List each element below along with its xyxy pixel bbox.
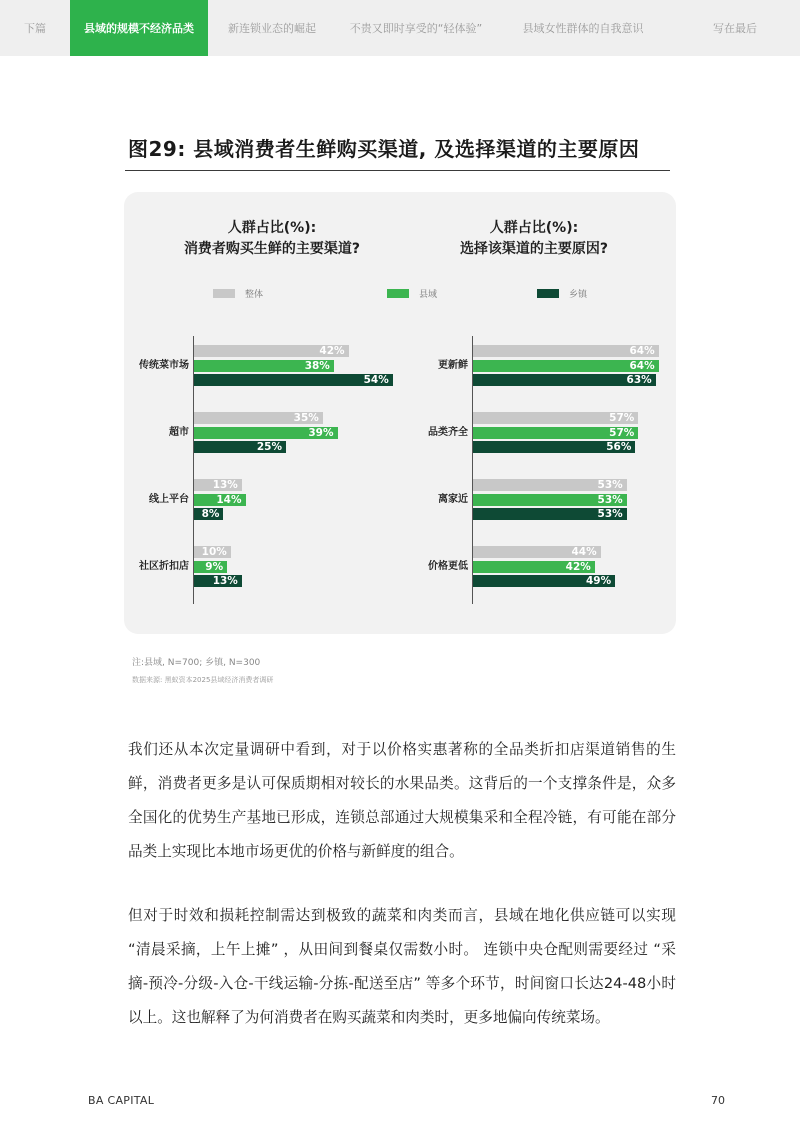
left-bar [194, 546, 231, 558]
left-category-label: 超市 [169, 426, 189, 438]
figure-title: 图29: 县域消费者生鲜购买渠道, 及选择渠道的主要原因 [128, 137, 640, 161]
tab-afterword[interactable]: 写在最后 [713, 22, 757, 35]
left-bar-value-label: 25% [256, 441, 282, 453]
left-panel-title [152, 218, 392, 260]
right-bar-value-label: 63% [626, 374, 652, 386]
right-bar-value-label: 49% [585, 575, 612, 587]
right-category-label: 更新鲜 [438, 359, 468, 371]
left-bar-value-label: 13% [212, 479, 238, 491]
sample-note: 注:县域, N=700; 乡镇, N=300 [132, 658, 261, 668]
left-bar [194, 441, 286, 453]
right-bar [473, 374, 656, 386]
left-bar [194, 374, 393, 386]
left-bar-value-label: 35% [293, 412, 319, 424]
left-category-label: 传统菜市场 [139, 359, 189, 371]
right-bar [473, 561, 595, 573]
right-bar [473, 494, 627, 506]
body-paragraph-2: 但对于时效和损耗控制需达到极致的蔬菜和肉类而言，县域在地化供应链可以实现 “清晨采摘，上午上摊” ，从田间到餐桌仅需数小时。 连锁中央仓配则需要经过 “采摘-预冷-分级-入仓-干线运输-分拣-配送至店” 等多个环节，时间窗口长达24-48小时以上。这也解释了为何消费者在购买蔬菜和肉类时，更多地偏向传统菜场。 [128, 907, 676, 1026]
left-bar-value-label: 10% [201, 546, 227, 558]
left-bar [194, 360, 334, 372]
left-panel-title-line2: 消费者购买生鲜的主要渠道? [183, 241, 361, 257]
left-bar-value-label: 39% [308, 426, 334, 439]
left-category-label: 社区折扣店 [139, 560, 189, 572]
right-bar [473, 575, 615, 587]
tab-female-self-awareness[interactable]: 县域女性群体的自我意识 [522, 22, 644, 35]
right-bar-value-label: 64% [629, 359, 655, 372]
legend-item-township [537, 286, 587, 300]
tab-new-chain-formats[interactable]: 新连锁业态的崛起 [228, 22, 316, 35]
tab-light-experience[interactable]: 不贵又即时享受的“轻体验” [349, 22, 483, 35]
left-bar-value-label: 9% [205, 560, 224, 573]
left-bar-value-label: 54% [363, 374, 389, 386]
right-panel-title [414, 218, 654, 260]
section-nav [0, 0, 800, 56]
left-category-label: 线上平台 [149, 493, 189, 505]
body-paragraph-1: 我们还从本次定量调研中看到，对于以价格实惠著称的全品类折扣店渠道销售的生鲜，消费者更多是认可保质期相对较长的水果品类。这背后的一个支撑条件是，众多全国化的优势生产基地已形成，连锁总部通过大规模集采和全程冷链，有可能在部分品类上实现比本地市场更优的价格与新鲜度的组合。 [128, 741, 676, 860]
left-bar [194, 508, 223, 520]
right-bar-value-label: 53% [597, 493, 623, 506]
left-bar-value-label: 38% [304, 359, 330, 372]
left-bar [194, 479, 242, 491]
legend-item-county [387, 286, 437, 300]
right-bar-value-label: 57% [609, 426, 635, 439]
right-bar [473, 360, 659, 372]
left-bar [194, 575, 242, 587]
left-bar [194, 412, 323, 424]
left-panel-title-line1: 人群占比(%): [227, 220, 317, 236]
right-bar [473, 345, 659, 357]
right-bar [473, 479, 627, 491]
source-note: 数据来源: 黑蚁资本2025县域经济消费者调研 [132, 676, 274, 684]
left-bar-value-label: 13% [212, 575, 238, 587]
right-bar [473, 427, 638, 439]
right-bar-value-label: 57% [609, 412, 635, 424]
right-bar-value-label: 44% [571, 546, 597, 558]
right-bar [473, 441, 635, 453]
left-bar [194, 561, 227, 573]
legend-label-county: 县域 [419, 289, 438, 300]
left-bar [194, 345, 349, 357]
right-panel-title-line2: 选择该渠道的主要原因? [459, 241, 609, 257]
legend-swatch-township [537, 289, 559, 298]
left-bar [194, 427, 338, 439]
right-bar [473, 412, 638, 424]
right-bar-value-label: 53% [597, 479, 623, 491]
legend-swatch-county [387, 289, 409, 298]
page-number: 70 [711, 1094, 725, 1107]
tab-scale-diseconomy-categories[interactable]: 县域的规模不经济品类 [70, 0, 208, 56]
legend-label-overall: 整体 [245, 289, 264, 300]
right-bar [473, 546, 601, 558]
right-bar-value-label: 42% [565, 560, 591, 573]
right-bar-value-label: 53% [597, 508, 623, 520]
legend-item-overall [213, 286, 263, 300]
right-category-label: 品类齐全 [428, 426, 468, 438]
left-bar-value-label: 14% [216, 493, 242, 506]
legend-swatch-overall [213, 289, 235, 298]
right-bar-value-label: 56% [606, 441, 632, 453]
right-category-label: 离家近 [438, 493, 468, 505]
right-panel-title-line1: 人群占比(%): [489, 220, 579, 236]
left-bar [194, 494, 246, 506]
right-category-label: 价格更低 [428, 560, 468, 572]
tab-xia-pian[interactable]: 下篇 [24, 22, 46, 35]
left-bar-value-label: 42% [319, 345, 345, 357]
title-divider [125, 170, 670, 171]
left-bar-value-label: 8% [201, 508, 220, 520]
legend-label-township: 乡镇 [569, 289, 588, 300]
footer-brand: BA CAPITAL [88, 1094, 155, 1107]
right-bar [473, 508, 627, 520]
right-bar-value-label: 64% [629, 345, 655, 357]
